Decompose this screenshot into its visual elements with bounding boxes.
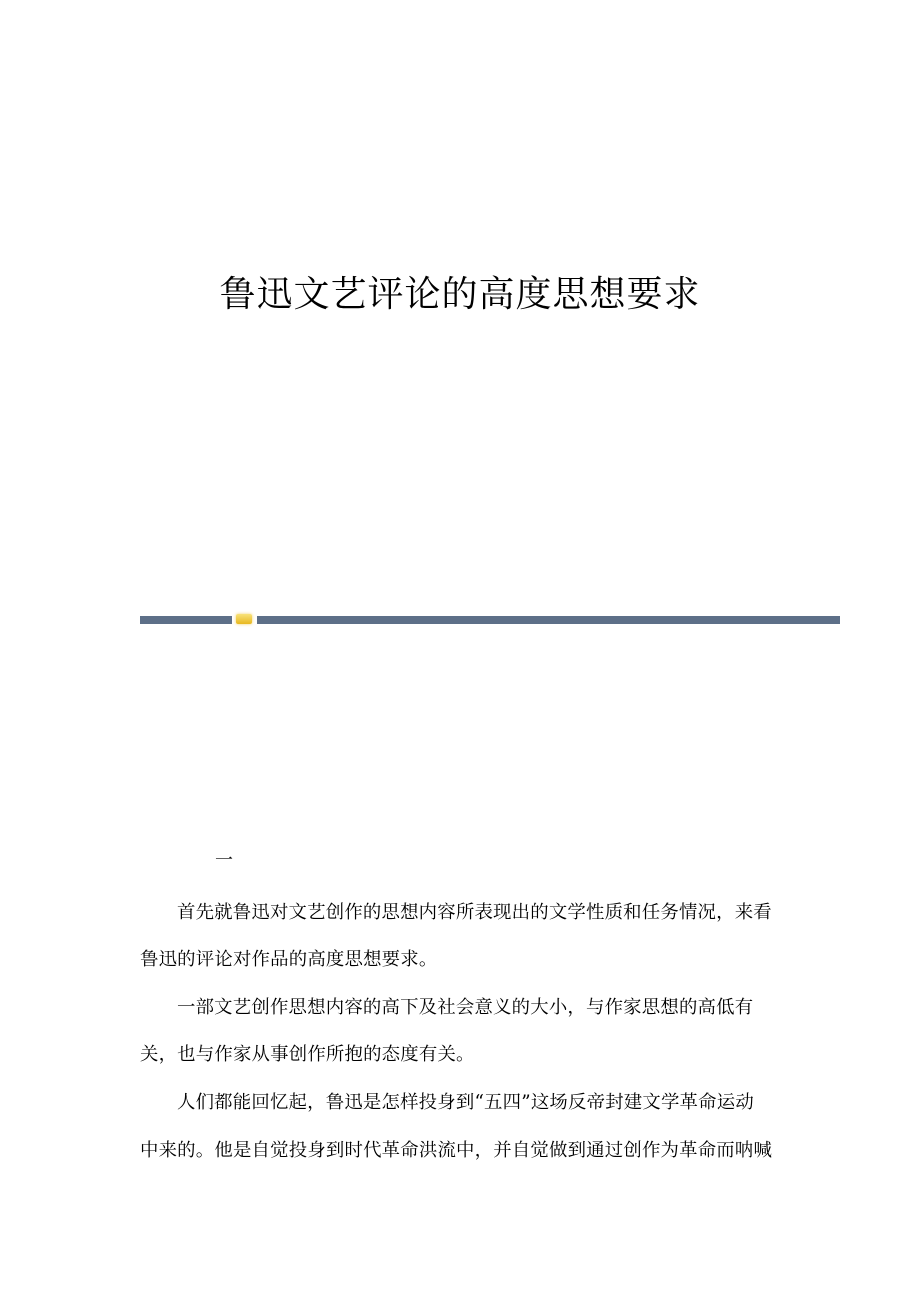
paragraph-line: 首先就鲁迅对文艺创作的思想内容所表现出的文学性质和任务情况，来看: [177, 902, 772, 923]
paragraph-line: 人们都能回忆起，鲁迅是怎样投身到“五四”这场反帝封建文学革命运动: [177, 1092, 754, 1113]
divider-ornament-icon: [236, 614, 252, 624]
divider-right: [257, 616, 840, 624]
section-number: 一: [215, 850, 233, 871]
paragraph-line: 鲁迅的评论对作品的高度思想要求。: [140, 949, 438, 970]
document-title: 鲁迅文艺评论的高度思想要求: [219, 274, 701, 315]
paragraph-line: 一部文艺创作思想内容的高下及社会意义的大小，与作家思想的高低有: [177, 997, 754, 1018]
divider-left: [140, 616, 232, 624]
paragraph-line: 关，也与作家从事创作所抱的态度有关。: [140, 1044, 475, 1065]
paragraph-line: 中来的。他是自觉投身到时代革命洪流中，并自觉做到通过创作为革命而呐喊: [140, 1140, 773, 1161]
